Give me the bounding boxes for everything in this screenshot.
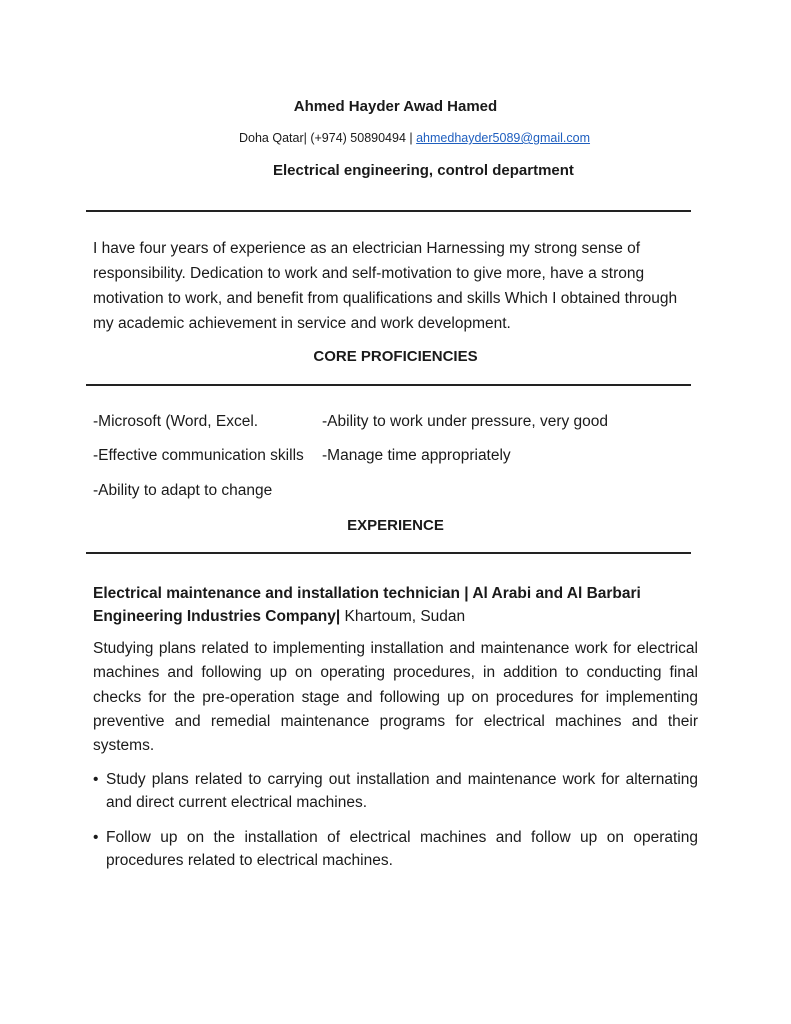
divider bbox=[86, 384, 691, 386]
contact-location-phone: Doha Qatar| (+974) 50890494 | bbox=[239, 131, 417, 145]
bullet-icon: • bbox=[93, 771, 99, 788]
proficiency-row bbox=[93, 482, 272, 500]
job-bullets bbox=[93, 768, 698, 884]
bullet-item bbox=[93, 826, 698, 872]
job-title bbox=[93, 582, 698, 628]
job-description: Studying plans related to implementing installation and maintenance work for electrical machines and following up on operating procedures, in addition to conducting final checks for the pre-operation stage and following up on procedures for implementing preventive and remedial maintenance programs for electrical machines and their systems. bbox=[93, 640, 698, 755]
divider bbox=[86, 552, 691, 554]
bullet-item bbox=[93, 768, 698, 814]
email-link[interactable]: ahmedhayder5089@gmail.com bbox=[416, 131, 591, 145]
proficiency-item: -Ability to work under pressure, very good bbox=[322, 413, 609, 430]
candidate-name: Ahmed Hayder Awad Hamed bbox=[293, 98, 498, 115]
proficiency-item: -Effective communication skills bbox=[93, 447, 304, 464]
summary-paragraph: I have four years of experience as an electrician Harnessing my strong sense of responsibility. Dedication to work and self-motivation to give more, have a strong motivation to work, and benefit from qualifications and skills Which I obtained through my academic achievement in service and work development. bbox=[93, 240, 678, 332]
proficiency-row bbox=[93, 413, 609, 431]
proficiency-row bbox=[93, 447, 511, 465]
divider bbox=[86, 210, 691, 212]
job-location: Khartoum, Sudan bbox=[340, 608, 466, 625]
core-proficiencies-heading: CORE PROFICIENCIES bbox=[313, 348, 478, 365]
experience-heading: EXPERIENCE bbox=[347, 517, 444, 534]
contact-line bbox=[239, 131, 590, 145]
bullet-text: Follow up on the installation of electrical machines and follow up on operating procedures related to electrical machines. bbox=[106, 829, 698, 869]
job-title-role-company: Electrical maintenance and installation technician | Al Arabi and Al Barbari Engineering Industries Company| bbox=[93, 585, 641, 625]
bullet-icon: • bbox=[93, 829, 99, 846]
proficiency-item: -Manage time appropriately bbox=[322, 447, 511, 464]
proficiency-item: -Ability to adapt to change bbox=[93, 482, 273, 499]
bullet-text: Study plans related to carrying out installation and maintenance work for alternating and direct current electrical machines. bbox=[106, 771, 698, 811]
professional-headline: Electrical engineering, control department bbox=[273, 162, 574, 179]
proficiency-item: -Microsoft (Word, Excel. bbox=[93, 413, 259, 430]
